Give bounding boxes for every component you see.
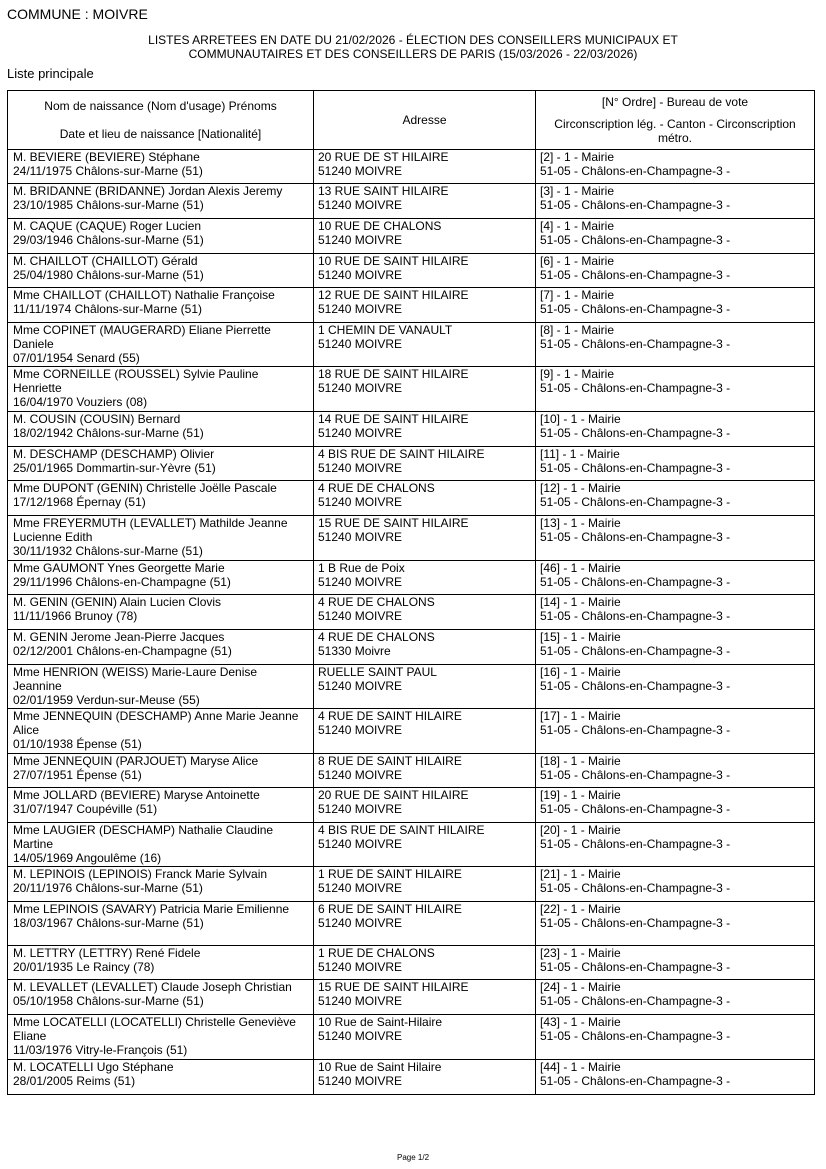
table-row bbox=[8, 980, 815, 1015]
cell-address-line: 51240 MOIVRE bbox=[318, 495, 403, 509]
cell-name-line: Mme JOLLARD (BEVIERE) Maryse Antoinette bbox=[13, 788, 260, 802]
cell-address-line: 51240 MOIVRE bbox=[318, 802, 403, 816]
cell-bureau bbox=[536, 709, 815, 754]
cell-name bbox=[8, 665, 314, 709]
cell-bureau bbox=[536, 788, 815, 823]
cell-address-line: 51240 MOIVRE bbox=[318, 916, 403, 930]
table-row bbox=[8, 709, 815, 754]
cell-name-line: M. BRIDANNE (BRIDANNE) Jordan Alexis Jeremy bbox=[13, 184, 283, 198]
cell-name-line: 02/01/1959 Verdun-sur-Meuse (55) bbox=[13, 693, 200, 707]
cell-address bbox=[314, 150, 536, 184]
cell-address bbox=[314, 1060, 536, 1095]
column-header-address: Adresse bbox=[314, 91, 536, 150]
cell-bureau-line: 51-05 - Châlons-en-Champagne-3 - bbox=[540, 960, 731, 974]
cell-bureau-line: 51-05 - Châlons-en-Champagne-3 - bbox=[540, 164, 731, 178]
cell-bureau-line: 51-05 - Châlons-en-Champagne-3 - bbox=[540, 575, 731, 589]
cell-bureau-line: [18] - 1 - Mairie bbox=[540, 754, 621, 768]
cell-bureau-line: [4] - 1 - Mairie bbox=[540, 219, 615, 233]
table-row bbox=[8, 754, 815, 788]
cell-name bbox=[8, 516, 314, 561]
cell-name-line: 11/11/1974 Châlons-sur-Marne (51) bbox=[13, 302, 202, 316]
cell-address-line: 51240 MOIVRE bbox=[318, 723, 403, 737]
cell-name-line: 17/12/1968 Épernay (51) bbox=[13, 495, 146, 509]
cell-address-line: 4 RUE DE CHALONS bbox=[318, 595, 435, 609]
cell-name bbox=[8, 288, 314, 323]
cell-name bbox=[8, 980, 314, 1015]
cell-name-line: 01/10/1938 Épense (51) bbox=[13, 737, 142, 751]
cell-address-line: 4 BIS RUE DE SAINT HILAIRE bbox=[318, 823, 485, 837]
cell-name-line: Mme CORNEILLE (ROUSSEL) Sylvie Pauline Henriette bbox=[13, 367, 259, 395]
cell-name-line: 31/07/1947 Coupéville (51) bbox=[13, 802, 158, 816]
cell-address bbox=[314, 630, 536, 665]
cell-bureau-line: 51-05 - Châlons-en-Champagne-3 - bbox=[540, 495, 731, 509]
cell-bureau bbox=[536, 184, 815, 219]
cell-bureau bbox=[536, 219, 815, 254]
cell-address-line: 51240 MOIVRE bbox=[318, 461, 403, 475]
cell-address-line: 14 RUE DE SAINT HILAIRE bbox=[318, 412, 469, 426]
cell-name-line: M. GENIN Jerome Jean-Pierre Jacques bbox=[13, 630, 225, 644]
cell-address-line: 4 BIS RUE DE SAINT HILAIRE bbox=[318, 447, 485, 461]
cell-bureau bbox=[536, 288, 815, 323]
cell-address bbox=[314, 946, 536, 980]
cell-address bbox=[314, 323, 536, 367]
cell-address-line: 18 RUE DE SAINT HILAIRE bbox=[318, 367, 469, 381]
cell-address-line: 12 RUE DE SAINT HILAIRE bbox=[318, 288, 469, 302]
cell-bureau-line: [9] - 1 - Mairie bbox=[540, 367, 615, 381]
cell-name-line: M. LEVALLET (LEVALLET) Claude Joseph Christian bbox=[13, 980, 292, 994]
cell-name-line: 14/05/1969 Angoulême (16) bbox=[13, 851, 162, 865]
table-body bbox=[8, 150, 815, 1095]
cell-name-line: M. GENIN (GENIN) Alain Lucien Clovis bbox=[13, 595, 222, 609]
voter-table bbox=[7, 90, 815, 1095]
cell-address-line: 8 RUE DE SAINT HILAIRE bbox=[318, 754, 462, 768]
table-row bbox=[8, 367, 815, 412]
cell-bureau-line: 51-05 - Châlons-en-Champagne-3 - bbox=[540, 198, 731, 212]
table-row bbox=[8, 788, 815, 823]
cell-name-line: Mme HENRION (WEISS) Marie-Laure Denise Jeannine bbox=[13, 665, 258, 693]
cell-address-line: 51240 MOIVRE bbox=[318, 164, 403, 178]
cell-name bbox=[8, 367, 314, 412]
cell-name-line: M. LETTRY (LETTRY) René Fidele bbox=[13, 946, 201, 960]
cell-bureau-line: 51-05 - Châlons-en-Champagne-3 - bbox=[540, 881, 731, 895]
cell-name bbox=[8, 412, 314, 447]
cell-bureau bbox=[536, 867, 815, 902]
cell-address-line: 1 RUE DE CHALONS bbox=[318, 946, 435, 960]
column-header-bureau-line2: Circonscription lég. - Canton - Circonscription métro. bbox=[554, 117, 796, 145]
cell-address-line: 13 RUE SAINT HILAIRE bbox=[318, 184, 449, 198]
cell-name-line: M. COUSIN (COUSIN) Bernard bbox=[13, 412, 181, 426]
table-row bbox=[8, 1060, 815, 1095]
cell-bureau-line: [19] - 1 - Mairie bbox=[540, 788, 621, 802]
cell-bureau-line: 51-05 - Châlons-en-Champagne-3 - bbox=[540, 994, 731, 1008]
cell-bureau bbox=[536, 516, 815, 561]
cell-name bbox=[8, 946, 314, 980]
cell-bureau-line: [13] - 1 - Mairie bbox=[540, 516, 621, 530]
cell-address-line: 10 Rue de Saint-Hilaire bbox=[318, 1015, 443, 1029]
cell-address bbox=[314, 823, 536, 867]
cell-bureau-line: [11] - 1 - Mairie bbox=[540, 447, 620, 461]
table-row bbox=[8, 561, 815, 595]
cell-name-line: 18/02/1942 Châlons-sur-Marne (51) bbox=[13, 426, 204, 440]
cell-address-line: RUELLE SAINT PAUL bbox=[318, 665, 437, 679]
cell-address bbox=[314, 184, 536, 219]
cell-bureau bbox=[536, 412, 815, 447]
cell-bureau-line: [46] - 1 - Mairie bbox=[540, 561, 621, 575]
cell-address-line: 15 RUE DE SAINT HILAIRE bbox=[318, 516, 469, 530]
cell-name-line: 11/03/1976 Vitry-le-François (51) bbox=[13, 1043, 188, 1057]
cell-address bbox=[314, 754, 536, 788]
cell-bureau bbox=[536, 150, 815, 184]
table-row bbox=[8, 447, 815, 481]
table-row bbox=[8, 867, 815, 902]
table-row bbox=[8, 412, 815, 447]
cell-name-line: 11/11/1966 Brunoy (78) bbox=[13, 609, 138, 623]
cell-bureau bbox=[536, 823, 815, 867]
cell-bureau-line: [22] - 1 - Mairie bbox=[540, 902, 621, 916]
list-name: Liste principale bbox=[7, 66, 94, 81]
cell-name-line: M. BEVIERE (BEVIERE) Stéphane bbox=[13, 150, 200, 164]
cell-bureau-line: 51-05 - Châlons-en-Champagne-3 - bbox=[540, 381, 731, 395]
cell-address-line: 4 RUE DE SAINT HILAIRE bbox=[318, 709, 462, 723]
cell-address-line: 51240 MOIVRE bbox=[318, 994, 403, 1008]
cell-address bbox=[314, 447, 536, 481]
cell-address-line: 4 RUE DE CHALONS bbox=[318, 630, 435, 644]
cell-address-line: 51330 Moivre bbox=[318, 644, 391, 658]
cell-bureau-line: 51-05 - Châlons-en-Champagne-3 - bbox=[540, 268, 731, 282]
cell-bureau-line: [20] - 1 - Mairie bbox=[540, 823, 621, 837]
table-row bbox=[8, 481, 815, 516]
cell-name bbox=[8, 1060, 314, 1095]
cell-name-line: 30/11/1932 Châlons-sur-Marne (51) bbox=[13, 544, 203, 558]
cell-bureau-line: 51-05 - Châlons-en-Champagne-3 - bbox=[540, 802, 731, 816]
table-row bbox=[8, 665, 815, 709]
cell-bureau bbox=[536, 630, 815, 665]
cell-address-line: 51240 MOIVRE bbox=[318, 1029, 403, 1043]
cell-address-line: 15 RUE DE SAINT HILAIRE bbox=[318, 980, 469, 994]
cell-name bbox=[8, 219, 314, 254]
table-row bbox=[8, 630, 815, 665]
cell-address-line: 51240 MOIVRE bbox=[318, 302, 403, 316]
table-row bbox=[8, 219, 815, 254]
cell-bureau bbox=[536, 665, 815, 709]
cell-name bbox=[8, 447, 314, 481]
cell-bureau-line: 51-05 - Châlons-en-Champagne-3 - bbox=[540, 723, 731, 737]
cell-address bbox=[314, 516, 536, 561]
cell-name-line: 18/03/1967 Châlons-sur-Marne (51) bbox=[13, 916, 204, 930]
cell-bureau-line: 51-05 - Châlons-en-Champagne-3 - bbox=[540, 426, 731, 440]
cell-bureau-line: [24] - 1 - Mairie bbox=[540, 980, 621, 994]
cell-name-line: 29/11/1996 Châlons-en-Champagne (51) bbox=[13, 575, 231, 589]
cell-address bbox=[314, 367, 536, 412]
cell-name-line: 07/01/1954 Senard (55) bbox=[13, 351, 140, 365]
cell-bureau-line: 51-05 - Châlons-en-Champagne-3 - bbox=[540, 837, 731, 851]
page-number: Page 1/2 bbox=[396, 1153, 430, 1162]
cell-name bbox=[8, 561, 314, 595]
cell-name-line: 27/07/1951 Épense (51) bbox=[13, 768, 142, 782]
cell-name-line: Mme COPINET (MAUGERARD) Eliane Pierrette Daniele bbox=[13, 323, 271, 351]
cell-name-line: 23/10/1985 Châlons-sur-Marne (51) bbox=[13, 198, 204, 212]
cell-bureau-line: [14] - 1 - Mairie bbox=[540, 595, 621, 609]
commune-label: COMMUNE : MOIVRE bbox=[7, 6, 148, 22]
cell-name bbox=[8, 1015, 314, 1060]
cell-bureau bbox=[536, 561, 815, 595]
cell-bureau bbox=[536, 254, 815, 288]
cell-name-line: 24/11/1975 Châlons-sur-Marne (51) bbox=[13, 164, 203, 178]
cell-address bbox=[314, 481, 536, 516]
cell-bureau bbox=[536, 481, 815, 516]
cell-address-line: 51240 MOIVRE bbox=[318, 837, 403, 851]
table-row bbox=[8, 823, 815, 867]
table-row bbox=[8, 1015, 815, 1060]
cell-address-line: 6 RUE DE SAINT HILAIRE bbox=[318, 902, 462, 916]
cell-bureau-line: 51-05 - Châlons-en-Champagne-3 - bbox=[540, 679, 731, 693]
table-row bbox=[8, 150, 815, 184]
cell-name-line: Mme LEPINOIS (SAVARY) Patricia Marie Emilienne bbox=[13, 902, 290, 916]
cell-bureau-line: [6] - 1 - Mairie bbox=[540, 254, 615, 268]
cell-address-line: 10 Rue de Saint Hilaire bbox=[318, 1060, 442, 1074]
cell-bureau bbox=[536, 1015, 815, 1060]
cell-bureau-line: [21] - 1 - Mairie bbox=[540, 867, 621, 881]
cell-address-line: 10 RUE DE CHALONS bbox=[318, 219, 442, 233]
cell-address bbox=[314, 561, 536, 595]
cell-bureau bbox=[536, 1060, 815, 1095]
cell-name-line: Mme LOCATELLI (LOCATELLI) Christelle Geneviève Eliane bbox=[13, 1015, 296, 1043]
cell-address-line: 51240 MOIVRE bbox=[318, 881, 403, 895]
cell-name-line: 20/11/1976 Châlons-sur-Marne (51) bbox=[13, 881, 203, 895]
cell-name-line: 28/01/2005 Reims (51) bbox=[13, 1074, 136, 1088]
cell-name-line: 29/03/1946 Châlons-sur-Marne (51) bbox=[13, 233, 204, 247]
table-row bbox=[8, 254, 815, 288]
cell-address bbox=[314, 1015, 536, 1060]
cell-bureau-line: 51-05 - Châlons-en-Champagne-3 - bbox=[540, 302, 731, 316]
cell-bureau-line: [10] - 1 - Mairie bbox=[540, 412, 621, 426]
cell-name-line: 20/01/1935 Le Raincy (78) bbox=[13, 960, 155, 974]
cell-bureau-line: [12] - 1 - Mairie bbox=[540, 481, 621, 495]
cell-address-line: 51240 MOIVRE bbox=[318, 960, 403, 974]
cell-address bbox=[314, 788, 536, 823]
cell-name-line: 02/12/2001 Châlons-en-Champagne (51) bbox=[13, 644, 232, 658]
cell-bureau bbox=[536, 902, 815, 946]
cell-name bbox=[8, 254, 314, 288]
cell-bureau-line: [17] - 1 - Mairie bbox=[540, 709, 621, 723]
cell-name bbox=[8, 323, 314, 367]
cell-address-line: 51240 MOIVRE bbox=[318, 381, 403, 395]
cell-name-line: Mme JENNEQUIN (DESCHAMP) Anne Marie Jeanne Alice bbox=[13, 709, 299, 737]
table-header-row bbox=[8, 91, 815, 150]
column-header-name-line1: Nom de naissance (Nom d'usage) Prénoms bbox=[44, 99, 277, 113]
cell-address bbox=[314, 665, 536, 709]
cell-name-line: M. CAQUE (CAQUE) Roger Lucien bbox=[13, 219, 202, 233]
cell-bureau bbox=[536, 946, 815, 980]
cell-bureau bbox=[536, 754, 815, 788]
cell-address bbox=[314, 709, 536, 754]
cell-name bbox=[8, 788, 314, 823]
cell-address bbox=[314, 980, 536, 1015]
cell-name-line: M. LEPINOIS (LEPINOIS) Franck Marie Sylvain bbox=[13, 867, 268, 881]
cell-address-line: 20 RUE DE SAINT HILAIRE bbox=[318, 788, 469, 802]
cell-bureau-line: [2] - 1 - Mairie bbox=[540, 150, 615, 164]
cell-bureau-line: [8] - 1 - Mairie bbox=[540, 323, 615, 337]
cell-name bbox=[8, 709, 314, 754]
cell-name-line: 16/04/1970 Vouziers (08) bbox=[13, 395, 148, 409]
cell-name bbox=[8, 184, 314, 219]
cell-bureau bbox=[536, 595, 815, 630]
cell-name bbox=[8, 481, 314, 516]
cell-name-line: 25/04/1980 Châlons-sur-Marne (51) bbox=[13, 268, 204, 282]
cell-address bbox=[314, 902, 536, 946]
cell-address-line: 51240 MOIVRE bbox=[318, 198, 403, 212]
column-header-name-line2: Date et lieu de naissance [Nationalité] bbox=[59, 127, 262, 141]
title-line-2: COMMUNAUTAIRES ET DES CONSEILLERS DE PARIS (15/03/2026 - 22/03/2026) bbox=[188, 47, 638, 61]
cell-bureau bbox=[536, 447, 815, 481]
cell-name-line: M. CHAILLOT (CHAILLOT) Gérald bbox=[13, 254, 198, 268]
cell-name-line: Mme LAUGIER (DESCHAMP) Nathalie Claudine Martine bbox=[13, 823, 274, 851]
cell-address bbox=[314, 288, 536, 323]
cell-bureau-line: 51-05 - Châlons-en-Champagne-3 - bbox=[540, 609, 731, 623]
cell-name bbox=[8, 595, 314, 630]
cell-address-line: 51240 MOIVRE bbox=[318, 768, 403, 782]
cell-address-line: 51240 MOIVRE bbox=[318, 1074, 403, 1088]
cell-bureau-line: [44] - 1 - Mairie bbox=[540, 1060, 621, 1074]
cell-name bbox=[8, 150, 314, 184]
cell-address bbox=[314, 219, 536, 254]
cell-name-line: Mme CHAILLOT (CHAILLOT) Nathalie Françoise bbox=[13, 288, 275, 302]
cell-name bbox=[8, 902, 314, 946]
table-row bbox=[8, 516, 815, 561]
cell-bureau-line: 51-05 - Châlons-en-Champagne-3 - bbox=[540, 916, 731, 930]
cell-bureau-line: [15] - 1 - Mairie bbox=[540, 630, 621, 644]
cell-address bbox=[314, 254, 536, 288]
cell-bureau-line: 51-05 - Châlons-en-Champagne-3 - bbox=[540, 1074, 731, 1088]
cell-bureau-line: 51-05 - Châlons-en-Champagne-3 - bbox=[540, 233, 731, 247]
cell-bureau-line: 51-05 - Châlons-en-Champagne-3 - bbox=[540, 768, 731, 782]
cell-bureau bbox=[536, 980, 815, 1015]
cell-name bbox=[8, 823, 314, 867]
table-row bbox=[8, 902, 815, 946]
cell-address-line: 51240 MOIVRE bbox=[318, 530, 403, 544]
cell-address-line: 20 RUE DE ST HILAIRE bbox=[318, 150, 449, 164]
title-line-1: LISTES ARRETEES EN DATE DU 21/02/2026 - ÉLECTION DES CONSEILLERS MUNICIPAUX ET bbox=[148, 33, 678, 47]
column-header-name bbox=[8, 91, 314, 150]
cell-address-line: 51240 MOIVRE bbox=[318, 575, 403, 589]
cell-address-line: 51240 MOIVRE bbox=[318, 337, 403, 351]
cell-address-line: 4 RUE DE CHALONS bbox=[318, 481, 435, 495]
cell-address-line: 1 B Rue de Poix bbox=[318, 561, 405, 575]
cell-bureau-line: [43] - 1 - Mairie bbox=[540, 1015, 621, 1029]
cell-bureau-line: [7] - 1 - Mairie bbox=[540, 288, 615, 302]
cell-bureau-line: 51-05 - Châlons-en-Champagne-3 - bbox=[540, 337, 731, 351]
cell-name-line: 25/01/1965 Dommartin-sur-Yèvre (51) bbox=[13, 461, 216, 475]
cell-name-line: M. LOCATELLI Ugo Stéphane bbox=[13, 1060, 174, 1074]
document-title bbox=[0, 33, 826, 61]
cell-address bbox=[314, 595, 536, 630]
cell-address-line: 1 RUE DE SAINT HILAIRE bbox=[318, 867, 462, 881]
column-header-bureau bbox=[536, 91, 815, 150]
table-row bbox=[8, 323, 815, 367]
cell-bureau-line: 51-05 - Châlons-en-Champagne-3 - bbox=[540, 461, 731, 475]
table-row bbox=[8, 184, 815, 219]
cell-name-line: Mme GAUMONT Ynes Georgette Marie bbox=[13, 561, 225, 575]
cell-address-line: 10 RUE DE SAINT HILAIRE bbox=[318, 254, 469, 268]
table-row bbox=[8, 595, 815, 630]
cell-address-line: 51240 MOIVRE bbox=[318, 426, 403, 440]
cell-address-line: 51240 MOIVRE bbox=[318, 609, 403, 623]
cell-address-line: 51240 MOIVRE bbox=[318, 268, 403, 282]
cell-bureau bbox=[536, 323, 815, 367]
cell-address bbox=[314, 412, 536, 447]
column-header-bureau-line1: [N° Ordre] - Bureau de vote bbox=[601, 95, 749, 109]
cell-name-line: Mme JENNEQUIN (PARJOUET) Maryse Alice bbox=[13, 754, 259, 768]
cell-name bbox=[8, 867, 314, 902]
cell-name-line: 05/10/1958 Châlons-sur-Marne (51) bbox=[13, 994, 204, 1008]
cell-name bbox=[8, 754, 314, 788]
table-row bbox=[8, 946, 815, 980]
cell-name-line: M. DESCHAMP (DESCHAMP) Olivier bbox=[13, 447, 215, 461]
table-row bbox=[8, 288, 815, 323]
cell-bureau-line: 51-05 - Châlons-en-Champagne-3 - bbox=[540, 644, 731, 658]
cell-bureau-line: [16] - 1 - Mairie bbox=[540, 665, 621, 679]
cell-address-line: 1 CHEMIN DE VANAULT bbox=[318, 323, 453, 337]
cell-address-line: 51240 MOIVRE bbox=[318, 233, 403, 247]
cell-address bbox=[314, 867, 536, 902]
cell-address-line: 51240 MOIVRE bbox=[318, 679, 403, 693]
cell-bureau-line: 51-05 - Châlons-en-Champagne-3 - bbox=[540, 1029, 731, 1043]
cell-name bbox=[8, 630, 314, 665]
cell-name-line: Mme DUPONT (GENIN) Christelle Joëlle Pascale bbox=[13, 481, 277, 495]
cell-bureau bbox=[536, 367, 815, 412]
cell-bureau-line: [3] - 1 - Mairie bbox=[540, 184, 615, 198]
cell-bureau-line: [23] - 1 - Mairie bbox=[540, 946, 621, 960]
cell-bureau-line: 51-05 - Châlons-en-Champagne-3 - bbox=[540, 530, 731, 544]
cell-name-line: Mme FREYERMUTH (LEVALLET) Mathilde Jeanne Lucienne Edith bbox=[13, 516, 288, 544]
